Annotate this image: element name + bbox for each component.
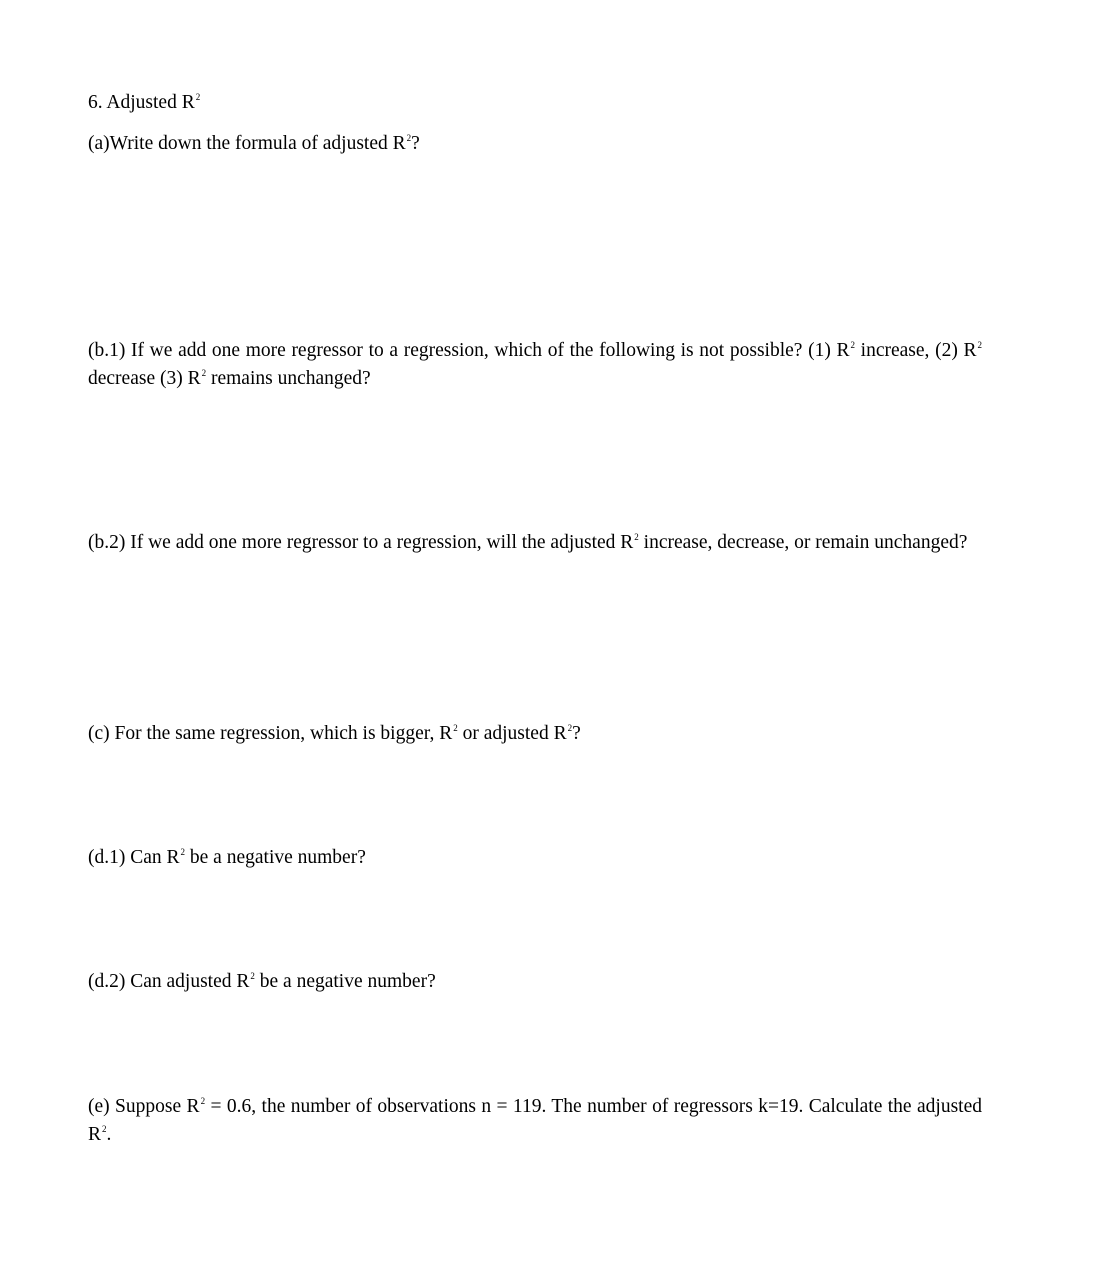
superscript: 2 — [406, 133, 412, 143]
question-e-text: (e) Suppose R — [88, 1096, 200, 1117]
question-b1 — [88, 338, 982, 394]
question-c — [88, 721, 581, 749]
superscript: 2 — [250, 971, 255, 981]
superscript: 2 — [102, 1124, 107, 1134]
superscript: 2 — [567, 723, 573, 733]
question-e-text: = 0.6, the number of observations n = 119. The number of regressors k=19. Calculate the adjusted R — [88, 1096, 982, 1145]
question-b2 — [88, 530, 982, 558]
superscript: 2 — [850, 340, 855, 350]
question-d1 — [88, 845, 366, 873]
question-c-text: or adjusted R — [457, 723, 567, 744]
question-d1-text: be a negative number? — [185, 847, 366, 868]
question-d2-text: be a negative number? — [254, 971, 436, 992]
question-a — [88, 131, 420, 159]
question-c-text: ? — [572, 723, 581, 744]
question-b1-text: (b.1) If we add one more regressor to a regression, which of the following is not possible? (1) R — [88, 340, 850, 361]
superscript: 2 — [195, 92, 201, 102]
question-d2 — [88, 969, 436, 997]
superscript: 2 — [977, 340, 982, 350]
question-b1-text: increase, (2) R — [855, 340, 977, 361]
question-e-text: . — [106, 1124, 112, 1145]
superscript: 2 — [453, 723, 458, 733]
question-b2-text: (b.2) If we add one more regressor to a regression, will the adjusted R — [88, 532, 634, 553]
superscript: 2 — [201, 368, 207, 378]
question-heading — [88, 90, 200, 118]
question-d1-text: (d.1) Can R — [88, 847, 180, 868]
question-b1-text: remains unchanged? — [206, 368, 371, 389]
question-d2-text: (d.2) Can adjusted R — [88, 971, 250, 992]
heading-text: 6. Adjusted R — [88, 92, 195, 113]
question-c-text: (c) For the same regression, which is bigger, R — [88, 723, 453, 744]
superscript: 2 — [180, 847, 186, 857]
question-b1-text: decrease (3) R — [88, 368, 201, 389]
superscript: 2 — [634, 532, 639, 542]
question-a-text: (a)Write down the formula of adjusted R — [88, 133, 406, 154]
question-e — [88, 1094, 982, 1150]
question-a-text-end: ? — [411, 133, 420, 154]
superscript: 2 — [200, 1096, 206, 1106]
question-b2-text: increase, decrease, or remain unchanged? — [638, 532, 968, 553]
